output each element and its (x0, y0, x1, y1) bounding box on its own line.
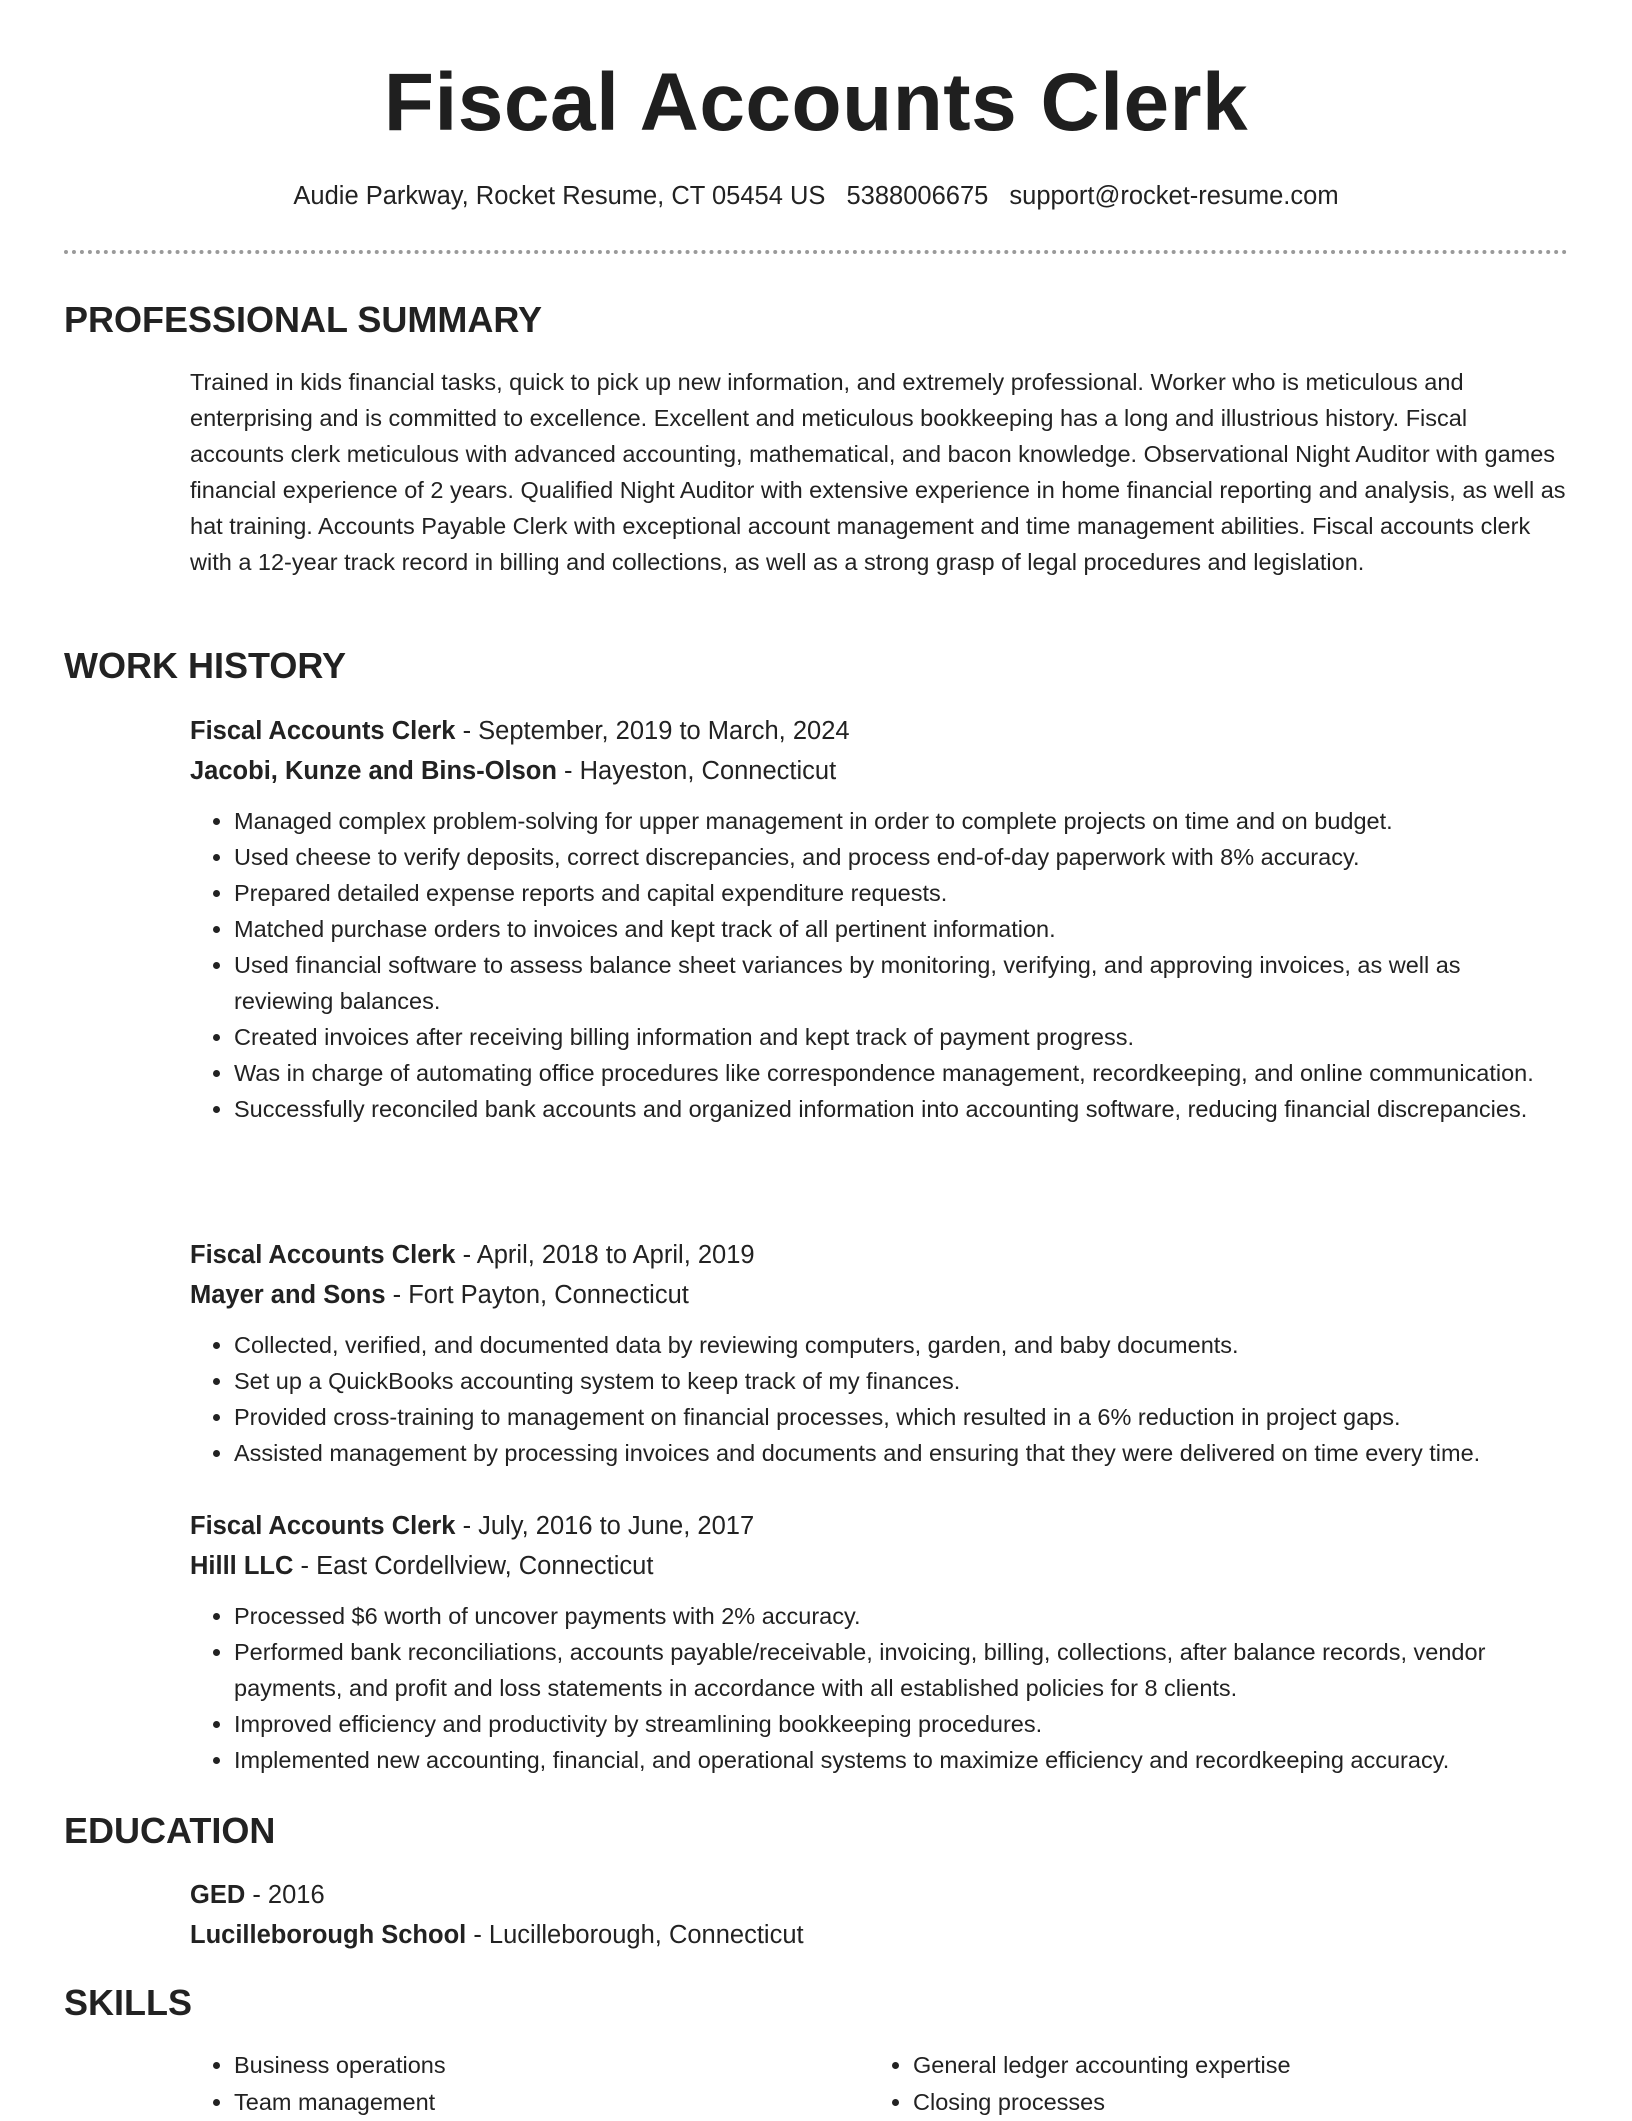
job-dates: - April, 2018 to April, 2019 (455, 1241, 755, 1269)
work-history-heading: WORK HISTORY (64, 645, 347, 686)
list-item: • Prepared detailed expense reports and capital expenditure requests. (234, 875, 1566, 911)
education-heading: EDUCATION (64, 1810, 276, 1851)
list-item: • Business operations (234, 2047, 913, 2084)
skills-list (190, 2047, 1566, 2121)
job-company: Jacobi, Kunze and Bins-Olson (190, 757, 557, 785)
job-bullets (190, 1327, 1566, 1471)
job-dates: - July, 2016 to June, 2017 (455, 1512, 755, 1540)
job-title-line (190, 1506, 1566, 1546)
list-item: • Created invoices after receiving billing information and kept track of payment progress. (234, 1019, 1566, 1055)
list-item: • Successfully reconciled bank accounts and organized information into accounting software, reducing financial discrepancies. (234, 1091, 1566, 1127)
list-item: • Closing processes (913, 2084, 1543, 2121)
job-location: - Fort Payton, Connecticut (385, 1281, 689, 1309)
list-item: • Provided cross-training to management on financial processes, which resulted in a 6% reduction in project gaps. (234, 1399, 1566, 1435)
job-company-line (190, 751, 1566, 791)
job-entry (190, 711, 1566, 1127)
list-item: • General ledger accounting expertise (913, 2047, 1543, 2084)
job-role: Fiscal Accounts Clerk (190, 717, 456, 745)
header-divider (64, 250, 1568, 254)
job-company: Mayer and Sons (190, 1281, 386, 1309)
summary-heading: PROFESSIONAL SUMMARY (64, 299, 543, 340)
job-location: - Hayeston, Connecticut (556, 757, 837, 785)
list-item: • Used financial software to assess balance sheet variances by monitoring, verifying, and approving invoices, as well as reviewing balances. (234, 947, 1566, 1019)
list-item: • Was in charge of automating office procedures like correspondence management, recordkeeping, and online communication. (234, 1055, 1566, 1091)
education-degree: GED (190, 1881, 246, 1909)
education-school-line (190, 1915, 1566, 1955)
list-item: • Implemented new accounting, financial, and operational systems to maximize efficiency and recordkeeping accuracy. (234, 1742, 1566, 1778)
job-entry (190, 1506, 1566, 1778)
summary-text: Trained in kids financial tasks, quick to pick up new information, and extremely professional. Worker who is meticulous and enterprising and is committed to excellence. Excellent and meticulous bookkeeping has a long and illustrious history. Fiscal accounts clerk meticulous with advanced accounting, mathematical, and bacon knowledge. Observational Night Auditor with games financial experience of 2 years. Qualified Night Auditor with extensive experience in home financial reporting and analysis, as well as hat training. Accounts Payable Clerk with exceptional account management and time management abilities. Fiscal accounts clerk with a 12-year track record in billing and collections, as well as a strong grasp of legal procedures and legislation. (190, 369, 1566, 575)
list-item: • Performed bank reconciliations, accounts payable/receivable, invoicing, billing, collections, after balance records, vendor payments, and profit and loss statements in accordance with all established policies for 8 clients. (234, 1634, 1566, 1706)
contact-address: Audie Parkway, Rocket Resume, CT 05454 US (293, 182, 826, 210)
job-entry (190, 1235, 1566, 1471)
job-company: Hilll LLC (190, 1552, 294, 1580)
list-item: • Improved efficiency and productivity by streamlining bookkeeping procedures. (234, 1706, 1566, 1742)
list-item: • Processed $6 worth of uncover payments with 2% accuracy. (234, 1598, 1566, 1634)
job-bullets (190, 1598, 1566, 1778)
list-item: • Team management (234, 2084, 913, 2121)
job-title-line (190, 1235, 1566, 1275)
education-location: - Lucilleborough, Connecticut (466, 1921, 804, 1949)
list-item: • Used cheese to verify deposits, correct discrepancies, and process end-of-day paperwork with 8% accuracy. (234, 839, 1566, 875)
job-company-line (190, 1546, 1566, 1586)
job-company-line (190, 1275, 1566, 1315)
education-degree-line (190, 1875, 1566, 1915)
job-role: Fiscal Accounts Clerk (190, 1512, 456, 1540)
resume-name: Fiscal Accounts Clerk (383, 57, 1249, 148)
job-role: Fiscal Accounts Clerk (190, 1241, 456, 1269)
contact-line (0, 182, 1632, 211)
list-item: • Set up a QuickBooks accounting system to keep track of my finances. (234, 1363, 1566, 1399)
list-item: • Managed complex problem-solving for upper management in order to complete projects on time and on budget. (234, 803, 1566, 839)
skills-heading: SKILLS (64, 1982, 193, 2023)
contact-phone: 5388006675 (846, 182, 989, 210)
education-entry (190, 1875, 1566, 1955)
education-school: Lucilleborough School (190, 1921, 467, 1949)
job-bullets (190, 803, 1566, 1127)
contact-email: support@rocket-resume.com (1009, 182, 1339, 210)
job-location: - East Cordellview, Connecticut (293, 1552, 654, 1580)
job-dates: - September, 2019 to March, 2024 (455, 717, 850, 745)
job-title-line (190, 711, 1566, 751)
list-item: • Assisted management by processing invoices and documents and ensuring that they were delivered on time every time. (234, 1435, 1566, 1471)
list-item: • Matched purchase orders to invoices and kept track of all pertinent information. (234, 911, 1566, 947)
list-item: • Collected, verified, and documented data by reviewing computers, garden, and baby documents. (234, 1327, 1566, 1363)
education-year: - 2016 (245, 1881, 325, 1909)
